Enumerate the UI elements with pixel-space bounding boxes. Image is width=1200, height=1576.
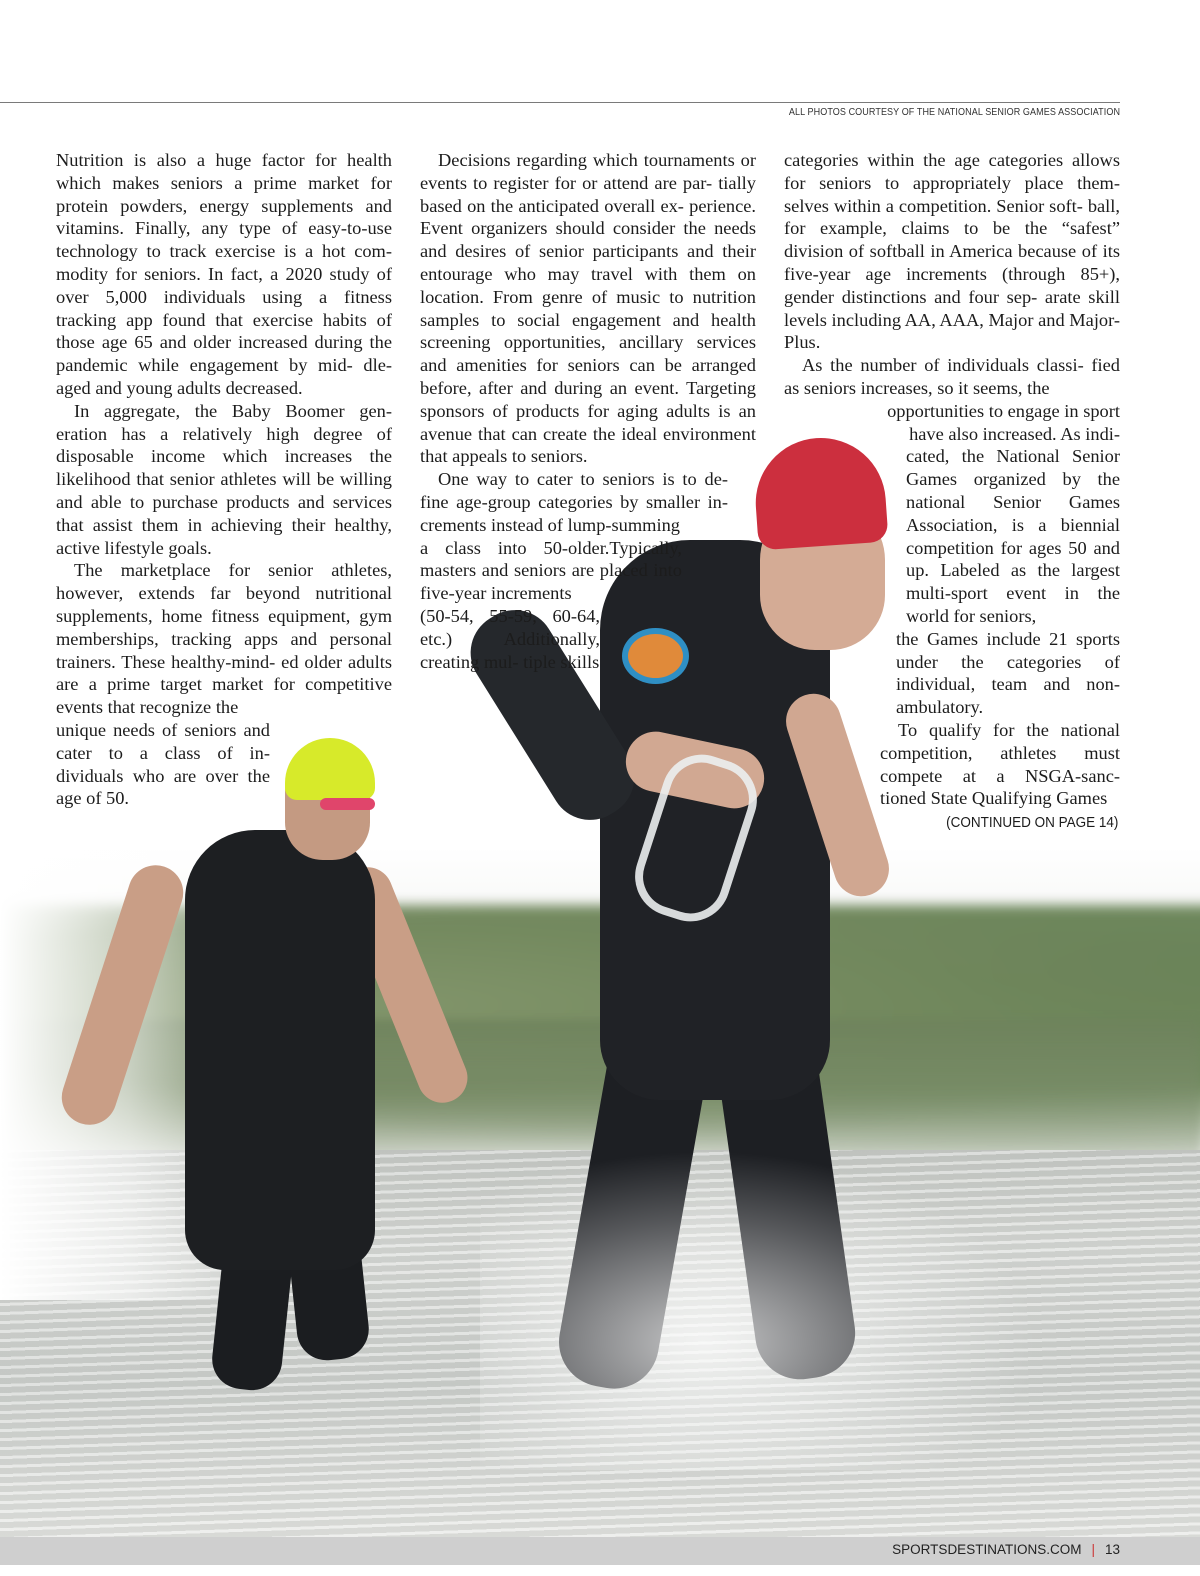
footer — [892, 1542, 1120, 1557]
paragraph: Nutrition is also a huge factor for health which makes seniors a prime market for protein powders, energy supplements and vitamins. Finally, any type of easy-to-use technology to track exercise is a hot com- modity for seniors. In fact, a 2020 study of over 5,000 individuals using a fitness tracking app found that exercise habits of those age 65 and older increased during the pandemic while engagement by mid- dle-aged and young adults decreased. — [56, 150, 392, 398]
continued-note: (CONTINUED ON PAGE 14) — [945, 814, 1118, 831]
column-3 — [784, 149, 1120, 810]
paragraph: unique needs of seniors and cater to a class of in- dividuals who are over the age of 50. — [56, 719, 270, 809]
paragraph: categories within the age categories allows for seniors to appropriately place them- selves within a competition. Senior soft- ball, for example, claims to be the “safest” division of softball in America because of its five-year age increments (through 85+), gender distinctions and four sep- arate skill levels including AA, AAA, Major and Major-Plus. — [784, 150, 1120, 353]
paragraph: the Games include 21 sports under the categories of individual, team and non-ambulatory. — [896, 628, 1120, 718]
site-url: SPORTSDESTINATIONS.COM — [892, 1542, 1082, 1557]
page-number: 13 — [1104, 1542, 1120, 1557]
paragraph: As the number of individuals classi- fied as seniors increases, so it seems, the — [784, 355, 1120, 398]
paragraph: One way to cater to seniors is to de- fine age-group categories by smaller in- crements instead of lump-summing — [420, 469, 728, 535]
paragraph: (50-54, 55-59, 60-64, etc.) Additionally, creating mul- tiple skills — [420, 605, 600, 672]
paragraph: opportunities to engage in sport — [887, 400, 1120, 421]
water-splash — [480, 1150, 1040, 1470]
column-1 — [56, 149, 392, 810]
footer-separator: | — [1091, 1542, 1095, 1557]
paragraph: a class into 50-older.Typically, masters and seniors are placed into five-year increments — [420, 537, 682, 604]
paragraph: The marketplace for senior athletes, however, extends far beyond nutritional supplements, home fitness equipment, gym memberships, tracking apps and personal trainers. These healthy-mind- ed older adults are a prime target market for competitive events that recognize the — [56, 560, 392, 718]
column-2 — [420, 149, 756, 673]
paragraph: In aggregate, the Baby Boomer gen- eration has a relatively high degree of disposable income which increases the likelihood that senior athletes will be willing and able to purchase products and services that assist them in achieving their healthy, active lifestyle goals. — [56, 400, 392, 558]
paragraph: Decisions regarding which tournaments or events to register for or attend are par- tially based on the anticipated overall ex- perience. Event organizers should consider the needs and desires of senior participants and their entourage who may travel with them on location. From genre of music to nutrition samples to social engagement and health screening opportunities, ancillary services and amenities for seniors can be arranged before, after and during an event. Targeting sponsors of products for aging adults is an avenue that can create the ideal environment that appeals to seniors. — [420, 150, 756, 467]
paragraph: cated, the National Senior Games organized by the national Senior Games Association, is a biennial competition for ages 50 and up. Labeled as the largest multi-sport event in the world for seniors, — [906, 446, 1120, 626]
photo-credit: ALL PHOTOS COURTESY OF THE NATIONAL SENIOR GAMES ASSOCIATION — [788, 106, 1120, 118]
back-swimmer-wetsuit — [185, 830, 375, 1270]
paragraph: have also increased. As indi- — [909, 423, 1120, 444]
top-rule — [0, 102, 1120, 103]
paragraph: To qualify for the national competition, athletes must compete at a NSGA-sanc- tioned State Qualifying Games — [880, 719, 1120, 809]
